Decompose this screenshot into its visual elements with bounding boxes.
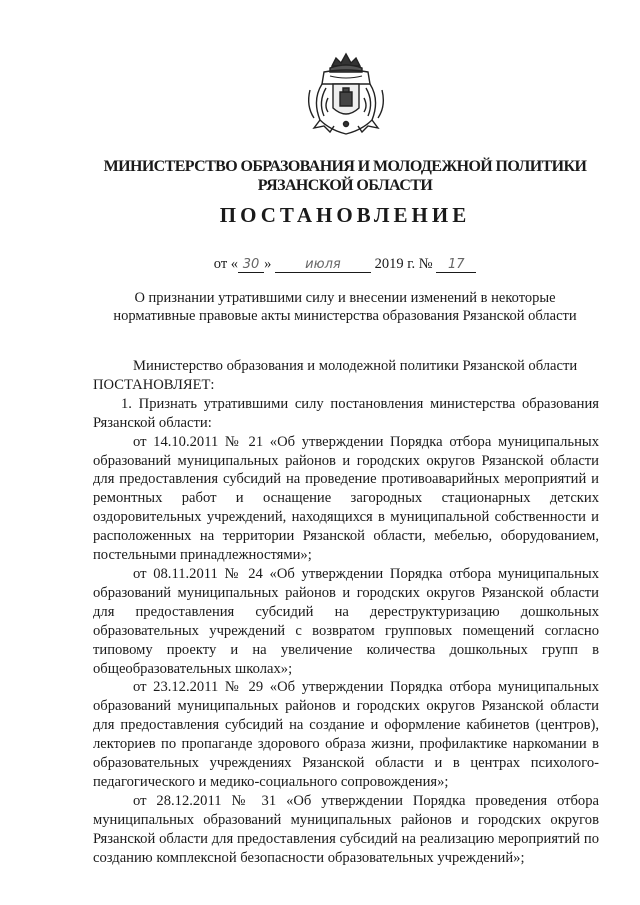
document-body: [93, 357, 599, 867]
coat-of-arms-icon: [300, 48, 392, 140]
document-dateline: [80, 256, 610, 273]
document-subject: [80, 289, 610, 325]
ministry-name-line1: МИНИСТЕРСТВО ОБРАЗОВАНИЯ И МОЛОДЕЖНОЙ ПОЛИТИКИ: [103, 158, 587, 175]
document-title: ПОСТАНОВЛЕНИЕ: [219, 203, 471, 227]
ministry-name-line2: РЯЗАНСКОЙ ОБЛАСТИ: [257, 177, 433, 194]
date-year: 2019 г. №: [374, 256, 433, 272]
document-number: 17: [436, 257, 476, 273]
date-mid: »: [264, 256, 272, 272]
subject-line1: О признании утратившими силу и внесении изменений в некоторые: [134, 290, 556, 306]
subject-line2: нормативные правовые акты министерства образования Рязанской области: [113, 308, 577, 324]
body-paragraph-3: от 23.12.2011 № 29 «Об утверждении Порядка отбора муниципальных образований муниципальных районов и городских округов Рязанской области для предоставления субсидий на создание и оформление кабинетов (центров), лекториев по пропаганде здорового образа жизни, профилактике наркомании в образовательных учреждениях Рязанской области и в центрах психолого-педагогического и медико-социального сопровождения»;: [93, 679, 599, 790]
date-month: июля: [275, 257, 371, 273]
body-paragraph-4: от 28.12.2011 № 31 «Об утверждении Порядка проведения отбора муниципальных образований муниципальных районов и городских округов Рязанской области для предоставления субсидий на реализацию мероприятий по созданию комплексной безопасности образовательных учреждений»;: [93, 792, 599, 866]
body-decree: ПОСТАНОВЛЯЕТ:: [93, 376, 215, 393]
body-item-1: 1. Признать утратившими силу постановления министерства образования Рязанской области:: [93, 395, 599, 431]
body-intro: Министерство образования и молодежной политики Рязанской области: [133, 358, 578, 374]
body-paragraph-1: от 14.10.2011 № 21 «Об утверждении Порядка отбора муниципальных образований муниципальных районов и городских округов Рязанской области для предоставления субсидий на проведение противоаварийных мероприятий и ремонтных работ и оснащение загородных стационарных детских оздоровительных учреждений, находящихся в муниципальной собственности и расположенных на территории Рязанской области, мебелью, оборудованием, постельными принадлежностями»;: [93, 433, 599, 564]
date-prefix: от «: [213, 256, 239, 272]
body-paragraph-2: от 08.11.2011 № 24 «Об утверждении Порядка отбора муниципальных образований муниципальных районов и городских округов Рязанской области для предоставления субсидий на дереструктуризацию дошкольных образовательных учреждений с возвратом групповых помещений согласно типовому проекту и на увеличение количества дошкольных групп в общеобразовательных школах»;: [93, 565, 599, 677]
date-day: 30: [238, 257, 264, 273]
